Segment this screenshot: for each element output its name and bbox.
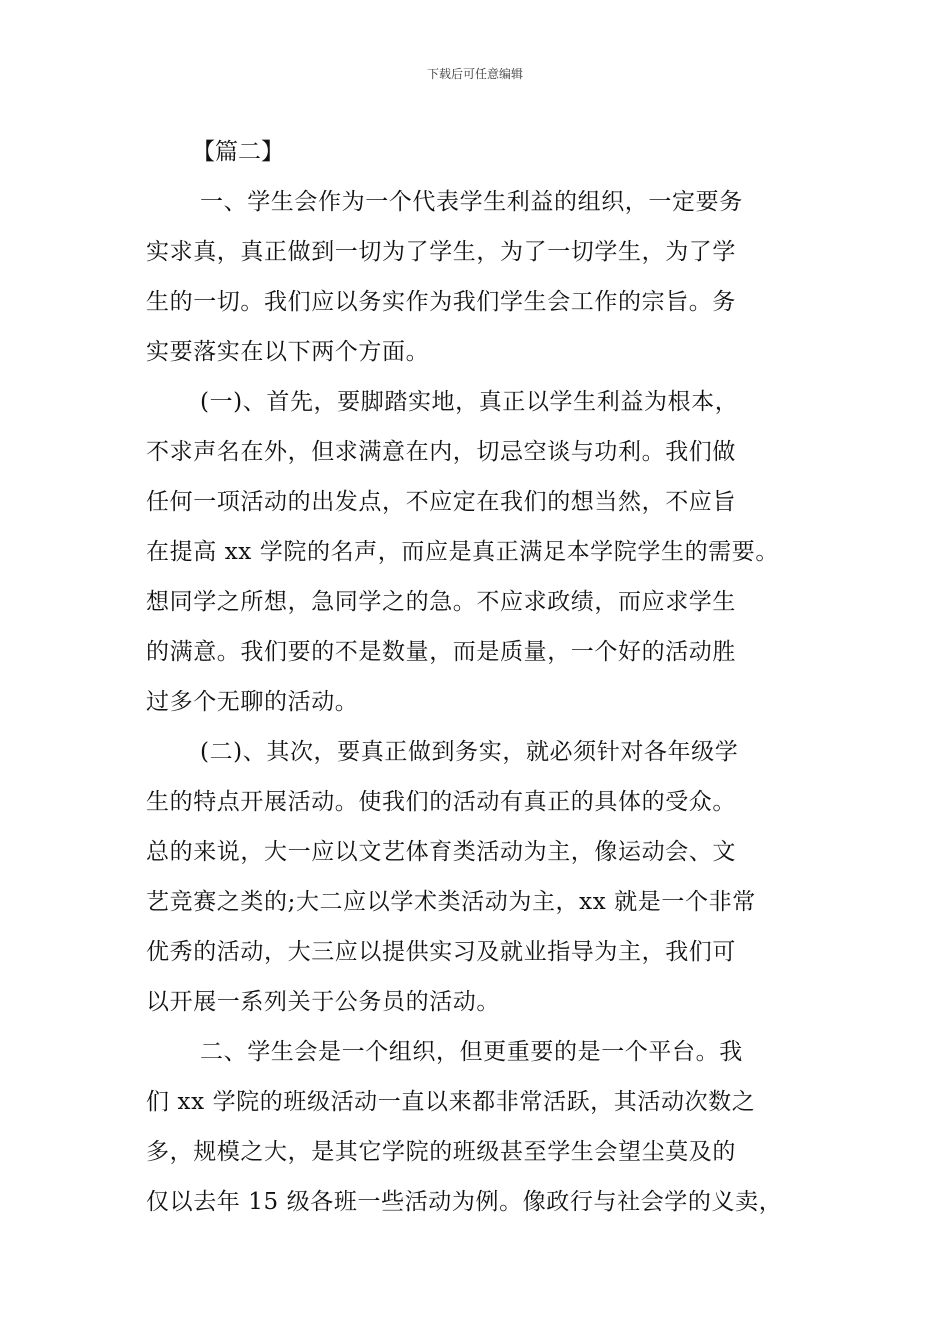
paragraph-line: 实求真，真正做到一切为了学生，为了一切学生，为了学	[146, 239, 736, 265]
paragraph-line: (一)、首先，要脚踏实地，真正以学生利益为根本，	[200, 389, 739, 415]
page-header-note: 下载后可任意编辑	[426, 67, 523, 81]
paragraph-1	[146, 177, 836, 377]
paragraph-line: 想同学之所想，急同学之的急。不应求政绩，而应求学生	[146, 589, 736, 615]
section-title: 【篇二】	[192, 139, 284, 165]
paragraph-line: 不求声名在外，但求满意在内，切忌空谈与功利。我们做	[146, 439, 736, 465]
paragraph-line: 二、学生会是一个组织，但更重要的是一个平台。我	[200, 1039, 743, 1065]
paragraph-line: 们 xx 学院的班级活动一直以来都非常活跃，其活动次数之	[146, 1089, 756, 1115]
paragraph-line: (二)、其次，要真正做到务实，就必须针对各年级学	[200, 739, 739, 765]
paragraph-line: 在提高 xx 学院的名声，而应是真正满足本学院学生的需要。	[146, 539, 779, 565]
paragraph-line: 过多个无聊的活动。	[146, 689, 359, 715]
document-body	[146, 127, 836, 1227]
paragraph-line: 多，规模之大，是其它学院的班级甚至学生会望尘莫及的	[146, 1139, 736, 1165]
paragraph-4	[146, 1027, 836, 1227]
paragraph-line: 仅以去年 15 级各班一些活动为例。像政行与社会学的义卖，	[146, 1189, 783, 1215]
paragraph-line: 优秀的活动，大三应以提供实习及就业指导为主，我们可	[146, 939, 736, 965]
paragraph-line: 艺竞赛之类的;大二应以学术类活动为主，xx 就是一个非常	[146, 889, 756, 915]
paragraph-line: 以开展一系列关于公务员的活动。	[146, 989, 500, 1015]
paragraph-2	[146, 377, 836, 727]
paragraph-line: 生的一切。我们应以务实作为我们学生会工作的宗旨。务	[146, 289, 736, 315]
paragraph-line: 生的特点开展活动。使我们的活动有真正的具体的受众。	[146, 789, 736, 815]
paragraph-3	[146, 727, 836, 1027]
paragraph-line: 任何一项活动的出发点，不应定在我们的想当然，不应旨	[146, 489, 736, 515]
paragraph-line: 实要落实在以下两个方面。	[146, 339, 430, 365]
paragraph-line: 总的来说，大一应以文艺体育类活动为主，像运动会、文	[146, 839, 736, 865]
paragraph-line: 的满意。我们要的不是数量，而是质量，一个好的活动胜	[146, 639, 736, 665]
paragraph-line: 一、学生会作为一个代表学生利益的组织，一定要务	[200, 189, 743, 215]
